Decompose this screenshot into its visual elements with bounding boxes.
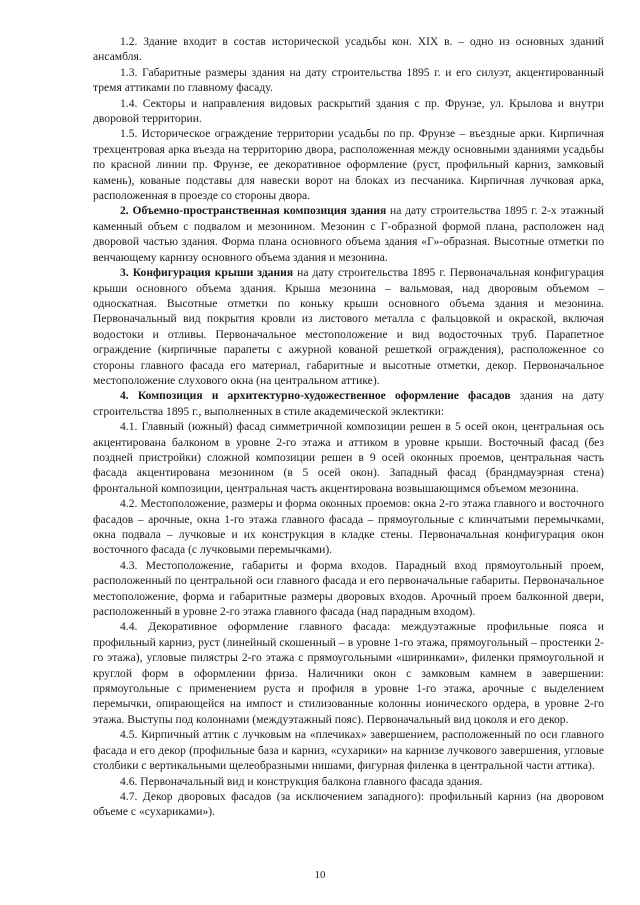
section-4-heading: 4. Композиция и архитектурно-художественное оформление фасадов (120, 389, 511, 403)
section-3-paragraph (93, 265, 604, 388)
section-2-text: на дату строительства 1895 г. 2-х этажный каменный объем с подвалом и мезонином. Мезонин с Г-образной формой плана, расположен над дворовой частью здания. Форма плана основного объема здания «Г»-образная. Высотные отметки по венчающему карнизу основного объема здания и мезонина. (93, 204, 604, 264)
section-3-text: на дату строительства 1895 г. Первоначальная конфигурация крыши основного объема здания. Крыша мезонина – вальмовая, над дворовым объемом – односкатная. Высотные отметки по коньку крыши основного объема здания и мезонина. Первоначальный вид покрытия кровли из листового металла с фальцовкой и окраской, включая водостоки и отливы. Первоначальное местоположение и вид водосточных труб. Парапетное ограждение (кирпичные парапеты с ажурной кованой решеткой ограждения), расположенное со стороны главного фасада его материал, габаритные и высотные отметки, декор. Первоначальное местоположение слухового окна (на центральном аттике). (93, 266, 604, 387)
paragraph-4-6: 4.6. Первоначальный вид и конструкция балкона главного фасада здания. (120, 774, 483, 788)
paragraph-1-5: 1.5. Историческое ограждение территории усадьбы по пр. Фрунзе – въездные арки. Кирпичная трехцентровая арка въезда на территорию двора, расположенная между основными зданиями усадьбы по красной линии пр. Фрунзе, ее декоративное оформление (руст, профильный карниз, замковый камень), кованые подставы для навески ворот на блоках из песчаника. Кирпичная лучковая арка, расположенная в проезде со стороны двора. (93, 127, 604, 203)
page-number: 10 (314, 869, 326, 881)
paragraph-4-3: 4.3. Местоположение, габариты и форма входов. Парадный вход прямоугольный проем, расположенный по центральной оси главного фасада и его первоначальные габариты. Первоначальное местоположение, форма и габаритные размеры дворовых входов. Арочный проем балконной двери, расположенный в уровне 2-го этажа главного фасада (над парадным входом). (93, 558, 604, 619)
paragraph-4-7: 4.7. Декор дворовых фасадов (за исключением западного): профильный карниз (на дворовом объеме с «сухариками»). (93, 789, 604, 819)
paragraph-4-5: 4.5. Кирпичный аттик с лучковым на «плечиках» завершением, расположенный по оси главного фасада и его декор (профильные база и карниз, «сухарики» на карнизе лучкового завершения, угловые столбики с вертикальными щелеобразными нишами, фигурная филенка в центральной части аттика). (93, 728, 604, 773)
section-2-heading: 2. Объемно-пространственная композиция здания (120, 204, 387, 218)
section-3-heading: 3. Конфигурация крыши здания (120, 266, 294, 280)
paragraph-1-2: 1.2. Здание входит в состав исторической усадьбы кон. XIX в. – одно из основных зданий ансамбля. (93, 35, 604, 64)
section-4-paragraph (93, 388, 604, 419)
paragraph-4-2: 4.2. Местоположение, размеры и форма оконных проемов: окна 2-го этажа главного и восточного фасадов – арочные, окна 1-го этажа главного фасада – прямоугольные с клинчатыми перемычками, окна подвала – лучковые и их конструкция в кладке стены. Первоначальная конфигурация окон восточного фасада (с лучковыми перемычками). (93, 497, 604, 557)
paragraph-1-3: 1.3. Габаритные размеры здания на дату строительства 1895 г. и его силуэт, акцентированный тремя аттиками по главному фасаду. (93, 65, 604, 95)
paragraph-4-1: 4.1. Главный (южный) фасад симметричной композиции решен в 5 осей окон, центральная ось акцентирована балконом в уровне 2-го этажа и аттиком в уровне крыши. Восточный фасад (без поздней пристройки) сложной композиции решен в 9 осей оконных проемов, центральная часть фасада акцентирована мезонином (в 5 осей окон). Западный фасад (брандмауэрная стена) фронтальной композиции, центральная часть акцентирована возвышающимся объемом мезонина. (93, 420, 604, 495)
section-4-text: здания на дату строительства 1895 г., выполненных в стиле академической эклектики: (93, 389, 604, 418)
paragraph-4-4: 4.4. Декоративное оформление главного фасада: междуэтажные профильные пояса и профильный карниз, руст (линейный скошенный – в уровне 1-го этажа, прямоугольный – простенки 2-го этажа), угловые пилястры 2-го этажа с прямоугольными «ширинками», филенки прямоугольной и круглой форм в оформлении фриза. Наличники окон с замковым камнем в завершении: прямоугольные с применением руста и профиля в уровне 1-го этажа, арочные с выделением перемычки, опирающейся на импост и стилизованные колонны ионического ордера, в уровне 2-го этажа. Выступы под колоннами (междуэтажный пояс). Первоначальный вид цоколя и его декор. (93, 620, 604, 726)
section-2-paragraph (93, 203, 604, 265)
paragraph-1-4: 1.4. Секторы и направления видовых раскрытий здания с пр. Фрунзе, ул. Крылова и внутри дворовой территории. (93, 96, 604, 126)
